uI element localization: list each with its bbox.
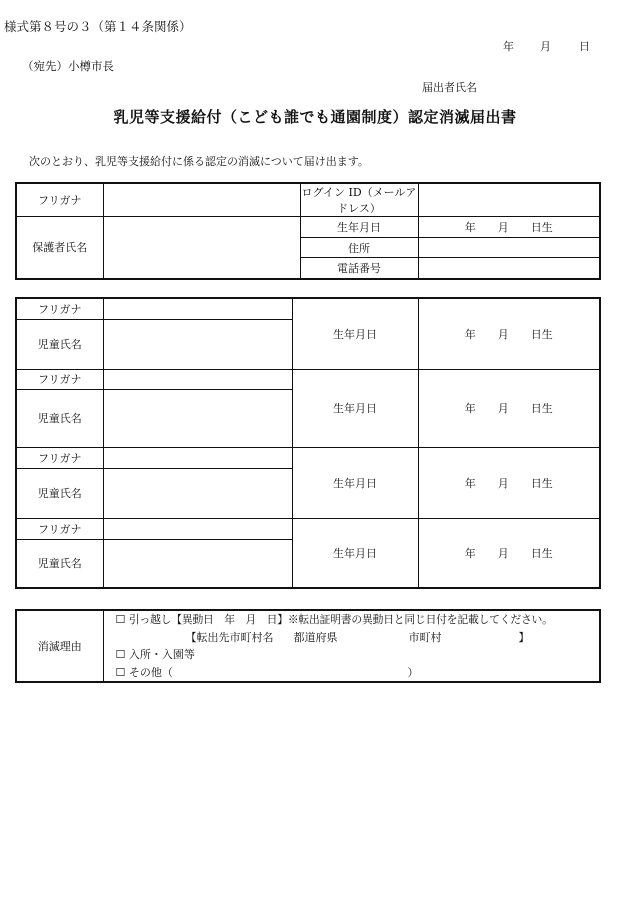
- reason-other-close-paren: ）: [407, 665, 419, 679]
- child-birth-label: 生年月日: [292, 518, 418, 588]
- child-name-label: 児童氏名: [16, 389, 103, 447]
- child-birth-field[interactable]: 年 月 日生: [418, 447, 600, 518]
- reason-moving-destination: [116, 629, 600, 647]
- child-birth-field[interactable]: 年 月 日生: [418, 298, 600, 369]
- child-name-label: 児童氏名: [16, 468, 103, 518]
- form-title: 乳児等支援給付（こども誰でも通園制度）認定消滅届出書: [113, 108, 517, 126]
- guardian-address-label: 住所: [300, 238, 418, 258]
- child-birth-field[interactable]: 年 月 日生: [418, 518, 600, 588]
- reason-option-moving[interactable]: [116, 611, 600, 629]
- child-birth-field[interactable]: 年 月 日生: [418, 369, 600, 447]
- destination-municipality-label: 【転出先市町村名: [185, 630, 274, 644]
- child-name-label: 児童氏名: [16, 319, 103, 369]
- child-name-field[interactable]: [103, 539, 292, 588]
- date-month-label: 月: [540, 40, 551, 53]
- guardian-table: [15, 182, 601, 280]
- child-name-field[interactable]: [103, 389, 292, 447]
- reason-option-admission-label: 入所・入園等: [128, 648, 195, 661]
- date-year-label: 年: [503, 40, 514, 53]
- login-id-field[interactable]: [418, 183, 600, 217]
- intro-text: 次のとおり、乳児等支援給付に係る認定の消滅について届け出ます。: [29, 155, 369, 168]
- guardian-phone-label: 電話番号: [300, 258, 418, 279]
- child-name-label: 児童氏名: [16, 539, 103, 588]
- destination-close-bracket: 】: [518, 630, 530, 644]
- child-birth-label: 生年月日: [292, 369, 418, 447]
- checkbox-icon[interactable]: ☐: [115, 648, 126, 661]
- child-furigana-field[interactable]: [103, 298, 292, 319]
- form-number: 様式第８号の３（第１４条関係）: [4, 19, 192, 34]
- destination-prefecture-label: 都道府県: [293, 630, 338, 644]
- child-furigana-field[interactable]: [103, 369, 292, 389]
- child-birth-label: 生年月日: [292, 298, 418, 369]
- applicant-name-label: 届出者氏名: [422, 81, 477, 94]
- guardian-address-field[interactable]: [418, 238, 600, 258]
- checkbox-icon[interactable]: ☐: [115, 665, 126, 679]
- child-furigana-label: フリガナ: [16, 369, 103, 389]
- reason-label: 消滅理由: [16, 610, 103, 682]
- child-furigana-label: フリガナ: [16, 518, 103, 539]
- child-furigana-field[interactable]: [103, 447, 292, 468]
- child-name-field[interactable]: [103, 319, 292, 369]
- reason-option-other-label: その他（: [128, 665, 173, 679]
- guardian-furigana-label: フリガナ: [16, 183, 103, 217]
- addressee: （宛先）小樽市長: [22, 59, 114, 73]
- date-day-label: 日: [579, 40, 590, 53]
- checkbox-icon[interactable]: ☐: [115, 613, 126, 626]
- reason-options: [103, 610, 600, 682]
- login-id-label: ログイン ID（メールアドレス）: [300, 183, 418, 217]
- child-furigana-field[interactable]: [103, 518, 292, 539]
- guardian-birth-field[interactable]: 年 月 日生: [418, 217, 600, 238]
- children-table: [15, 297, 601, 589]
- child-birth-label: 生年月日: [292, 447, 418, 518]
- reason-table: [15, 609, 601, 683]
- guardian-name-label: 保護者氏名: [16, 217, 103, 279]
- child-furigana-label: フリガナ: [16, 447, 103, 468]
- guardian-furigana-field[interactable]: [103, 183, 300, 217]
- guardian-name-field[interactable]: [103, 217, 300, 279]
- reason-option-moving-label: 引っ越し【異動日 年 月 日】※転出証明書の異動日と同じ日付を記載してください。: [128, 613, 553, 626]
- reason-option-other[interactable]: [116, 664, 600, 682]
- reason-option-admission[interactable]: [116, 646, 600, 664]
- guardian-birth-label: 生年月日: [300, 217, 418, 238]
- child-name-field[interactable]: [103, 468, 292, 518]
- destination-city-label: 市町村: [408, 630, 442, 644]
- guardian-phone-field[interactable]: [418, 258, 600, 279]
- child-furigana-label: フリガナ: [16, 298, 103, 319]
